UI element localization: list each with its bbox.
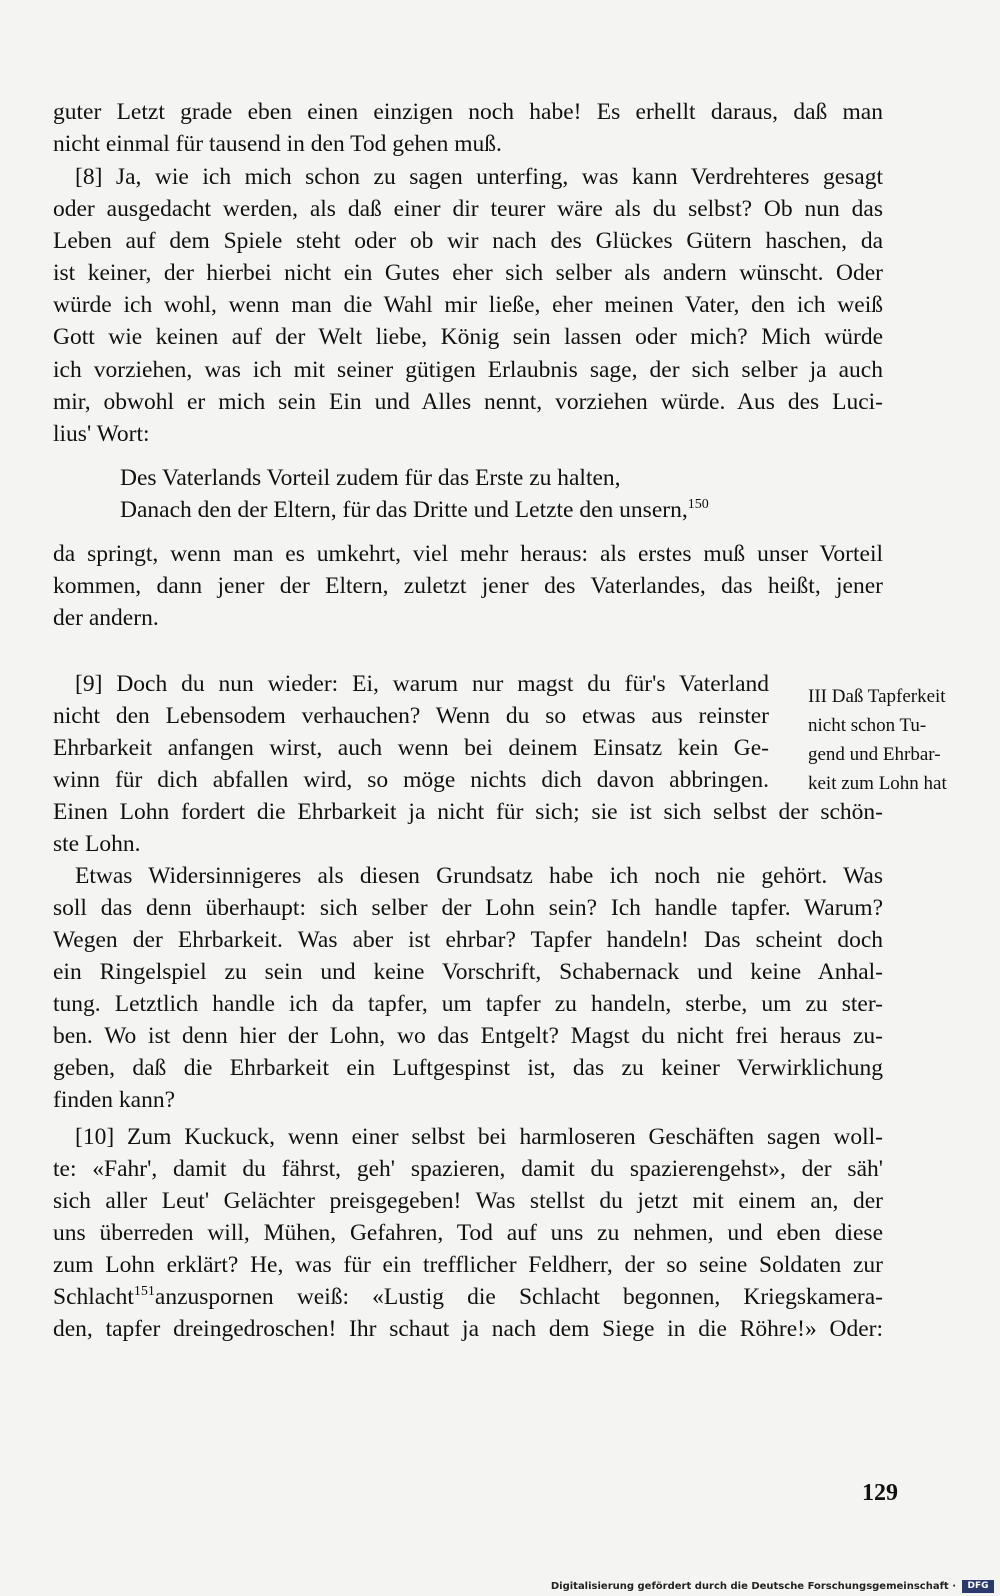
dfg-logo: DFG bbox=[962, 1580, 994, 1593]
text-line: Etwas Widersinnigeres als diesen Grundsatz habe ich noch nie gehört. Was bbox=[75, 863, 883, 889]
page-number: 129 bbox=[862, 1480, 898, 1506]
text-line: ste Lohn. bbox=[53, 831, 141, 857]
text-line: geben, daß die Ehrbarkeit ein Luftgespinst ist, das zu keiner Verwirklichung bbox=[53, 1055, 883, 1081]
text-line: Einen Lohn fordert die Ehrbarkeit ja nicht für sich; sie ist sich selbst der schön- bbox=[53, 799, 883, 825]
margin-note-line: nicht schon Tu- bbox=[808, 715, 927, 736]
text-line: ich vorziehen, was ich mit seiner gütigen Erlaubnis sage, der sich selber ja auch bbox=[53, 357, 883, 383]
text-line: den, tapfer dreingedroschen! Ihr schaut ja nach dem Siege in die Röhre!» Oder: bbox=[53, 1316, 883, 1342]
text-line: ist keiner, der hierbei nicht ein Gutes eher sich selber als andern wünscht. Oder bbox=[53, 260, 883, 286]
text-line: Gott wie keinen auf der Welt liebe, König sein lassen oder mich? Mich würde bbox=[53, 324, 883, 350]
text-line: ein Ringelspiel zu sein und keine Vorschrift, Schabernack und keine Anhal- bbox=[53, 959, 883, 985]
text-segment: anzuspornen weiß: «Lustig die Schlacht begonnen, Kriegskamera- bbox=[154, 1284, 883, 1310]
verse-line: Des Vaterlands Vorteil zudem für das Erste zu halten, bbox=[120, 465, 621, 491]
verse-line: Danach den der Eltern, für das Dritte und Letzte den unsern,$^{150}$ bbox=[120, 497, 709, 523]
text-line: tung. Letztlich handle ich da tapfer, um tapfer zu handeln, sterbe, um zu ster- bbox=[53, 991, 883, 1017]
text-line: finden kann? bbox=[53, 1087, 176, 1113]
margin-note bbox=[808, 682, 947, 798]
digitization-credit: Digitalisierung gefördert durch die Deutsche Forschungsgemeinschaft · bbox=[550, 1581, 956, 1592]
text-line: lius' Wort: bbox=[53, 421, 150, 447]
text-line: [9] Doch du nun wieder: Ei, warum nur magst du für's Vaterland bbox=[75, 671, 769, 697]
text-line: kommen, dann jener der Eltern, zuletzt jener des Vaterlandes, das heißt, jener bbox=[53, 573, 883, 599]
text-line: sich aller Leut' Gelächter preisgegeben! Was stellst du jetzt mit einem an, der bbox=[53, 1188, 883, 1214]
margin-note-line: III Daß Tapferkeit bbox=[808, 686, 946, 707]
text-line: [8] Ja, wie ich mich schon zu sagen unterfing, was kann Verdrehteres gesagt bbox=[75, 164, 883, 190]
text-line: der andern. bbox=[53, 605, 159, 631]
text-line: soll das denn überhaupt: sich selber der Lohn sein? Ich handle tapfer. Warum? bbox=[53, 895, 883, 921]
text-line: mir, obwohl er mich sein Ein und Alles nennt, vorziehen würde. Aus des Luci- bbox=[53, 389, 883, 415]
text-line: uns überreden will, Mühen, Gefahren, Tod auf uns zu nehmen, und eben diese bbox=[53, 1220, 883, 1246]
text-line: würde ich wohl, wenn man die Wahl mir ließe, eher meinen Vater, den ich weiß bbox=[53, 292, 883, 318]
text-line: oder ausgedacht werden, als daß einer dir teurer wäre als du selbst? Ob nun das bbox=[53, 196, 883, 222]
footnote-ref: 151 bbox=[133, 1284, 155, 1299]
text-line: zum Lohn erklärt? He, was für ein trefflicher Feldherr, der so seine Soldaten zur bbox=[53, 1252, 883, 1278]
margin-note-line: gend und Ehrbar- bbox=[808, 744, 941, 765]
text-line: te: «Fahr', damit du fährst, geh' spazieren, damit du spazierengehst», der säh' bbox=[53, 1156, 883, 1182]
text-segment: Schlacht$^{151}$ bbox=[53, 1284, 155, 1310]
text-line bbox=[53, 1282, 883, 1312]
text-line: winn für dich abfallen wird, so möge nichts dich davon abbringen. bbox=[53, 767, 769, 793]
text-line: da springt, wenn man es umkehrt, viel mehr heraus: als erstes muß unser Vorteil bbox=[53, 541, 883, 567]
text-line: guter Letzt grade eben einen einzigen noch habe! Es erhellt daraus, daß man bbox=[53, 99, 883, 125]
text-line: [10] Zum Kuckuck, wenn einer selbst bei harmloseren Geschäften sagen woll- bbox=[75, 1124, 883, 1150]
text-line: ben. Wo ist denn hier der Lohn, wo das Entgelt? Magst du nicht frei heraus zu- bbox=[53, 1023, 883, 1049]
margin-note-line: keit zum Lohn hat bbox=[808, 773, 947, 794]
text-line: Ehrbarkeit anfangen wirst, auch wenn bei deinem Einsatz kein Ge- bbox=[53, 735, 769, 761]
text-line: nicht den Lebensodem verhauchen? Wenn du so etwas aus reinster bbox=[53, 703, 769, 729]
text-line: nicht einmal für tausend in den Tod gehen muß. bbox=[53, 131, 502, 157]
footnote-ref: 150 bbox=[687, 497, 709, 512]
text-line: Wegen der Ehrbarkeit. Was aber ist ehrbar? Tapfer handeln! Das scheint doch bbox=[53, 927, 883, 953]
text-line: Leben auf dem Spiele steht oder ob wir nach des Glückes Gütern haschen, da bbox=[53, 228, 883, 254]
